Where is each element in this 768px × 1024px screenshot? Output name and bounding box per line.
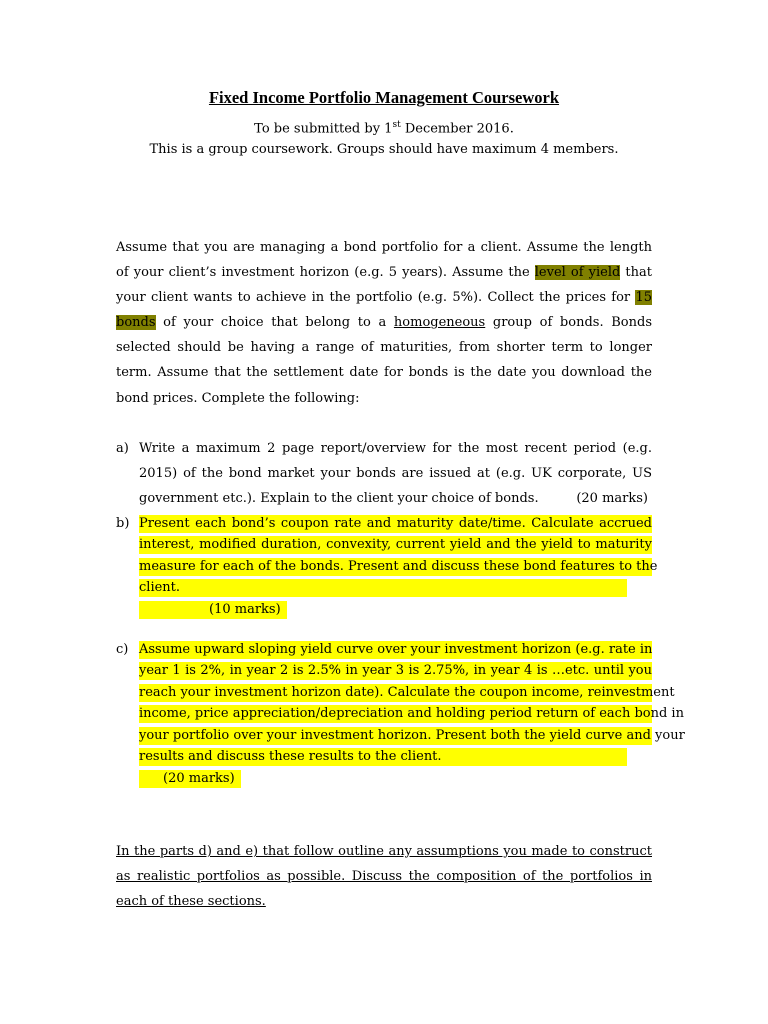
list-item-b-line-1: Present each bond’s coupon rate and maturity date/time. Calculate accrued [139, 515, 652, 531]
marks-c: (20 marks) [139, 770, 241, 788]
list-marker-c: c) [116, 642, 129, 657]
marks-a: (20 marks) [576, 491, 648, 507]
list-item-b-line-4: client. [139, 579, 627, 597]
list-marker-b: b) [116, 516, 130, 531]
list-item-c-line-1: Assume upward sloping yield curve over your investment horizon (e.g. rate in [139, 641, 653, 657]
list-item-c-line-4: income, price appreciation/depreciation and holding period return of each bond in [139, 706, 684, 722]
submission-prefix: To be submitted by 1 [254, 121, 393, 137]
intro-text-1: Assume that you are managing a bond portfolio for a client. Assume the length of your client’s investment horizon (e.g. 5 years). Assume the [116, 240, 652, 281]
list-item-c-line-6: results and discuss these results to the client. [139, 748, 627, 766]
list-item-b-marks-line [139, 601, 652, 619]
closing-paragraph: In the parts d) and e) that follow outline any assumptions you made to construct as realistic portfolios as possible. Discuss the composition of the portfolios in each of these sections. [116, 844, 652, 910]
list-item-b-body [139, 511, 658, 622]
highlight-15-bonds: 15 bonds [116, 290, 652, 331]
list-item-c-marks-line [139, 770, 652, 788]
list-item-c-line-5: your portfolio over your investment horizon. Present both the yield curve and your [139, 727, 685, 743]
highlight-level-of-yield: level of yield [534, 265, 621, 281]
list-item-b-line-3: measure for each of the bonds. Present and discuss these bond features to the [139, 558, 658, 574]
list-item-c-line-2: year 1 is 2%, in year 2 is 2.5% in year 3 is 2.75%, in year 4 is …etc. until you [139, 663, 652, 679]
submission-superscript: st [392, 120, 401, 130]
list-marker-a: a) [116, 441, 129, 456]
submission-suffix: December 2016. [400, 121, 514, 137]
list-item-a-body [139, 436, 652, 511]
marks-b: (10 marks) [139, 601, 287, 619]
intro-text-3: of your choice that belong to a [155, 315, 394, 331]
list-item-c-body [139, 637, 685, 791]
group-note: This is a group coursework. Groups should have maximum 4 members. [149, 142, 619, 157]
intro-paragraph [116, 235, 652, 411]
list-item-c-line-3: reach your investment horizon date). Calculate the coupon income, reinvestment [139, 684, 675, 700]
list-item-a-text: Write a maximum 2 page report/overview for the most recent period (e.g. 2015) of the bond market your bonds are issued at (e.g. UK corporate, US government etc.). Explain to the client your choice of bonds. [139, 441, 652, 507]
intro-text-2: that your client wants to achieve in the portfolio (e.g. 5%). Collect the prices for [116, 265, 653, 306]
submission-deadline [0, 116, 768, 138]
list-item-b-line-2: interest, modified duration, convexity, current yield and the yield to maturity [139, 537, 652, 553]
underlined-homogeneous: homogeneous [393, 315, 486, 331]
intro-text-4: group of bonds. Bonds selected should be having a range of maturities, from shorter term to longer term. Assume that the settlement date for bonds is the date you download the bond prices. Complete the following: [116, 315, 652, 406]
page-title: Fixed Income Portfolio Management Coursework [208, 88, 560, 107]
